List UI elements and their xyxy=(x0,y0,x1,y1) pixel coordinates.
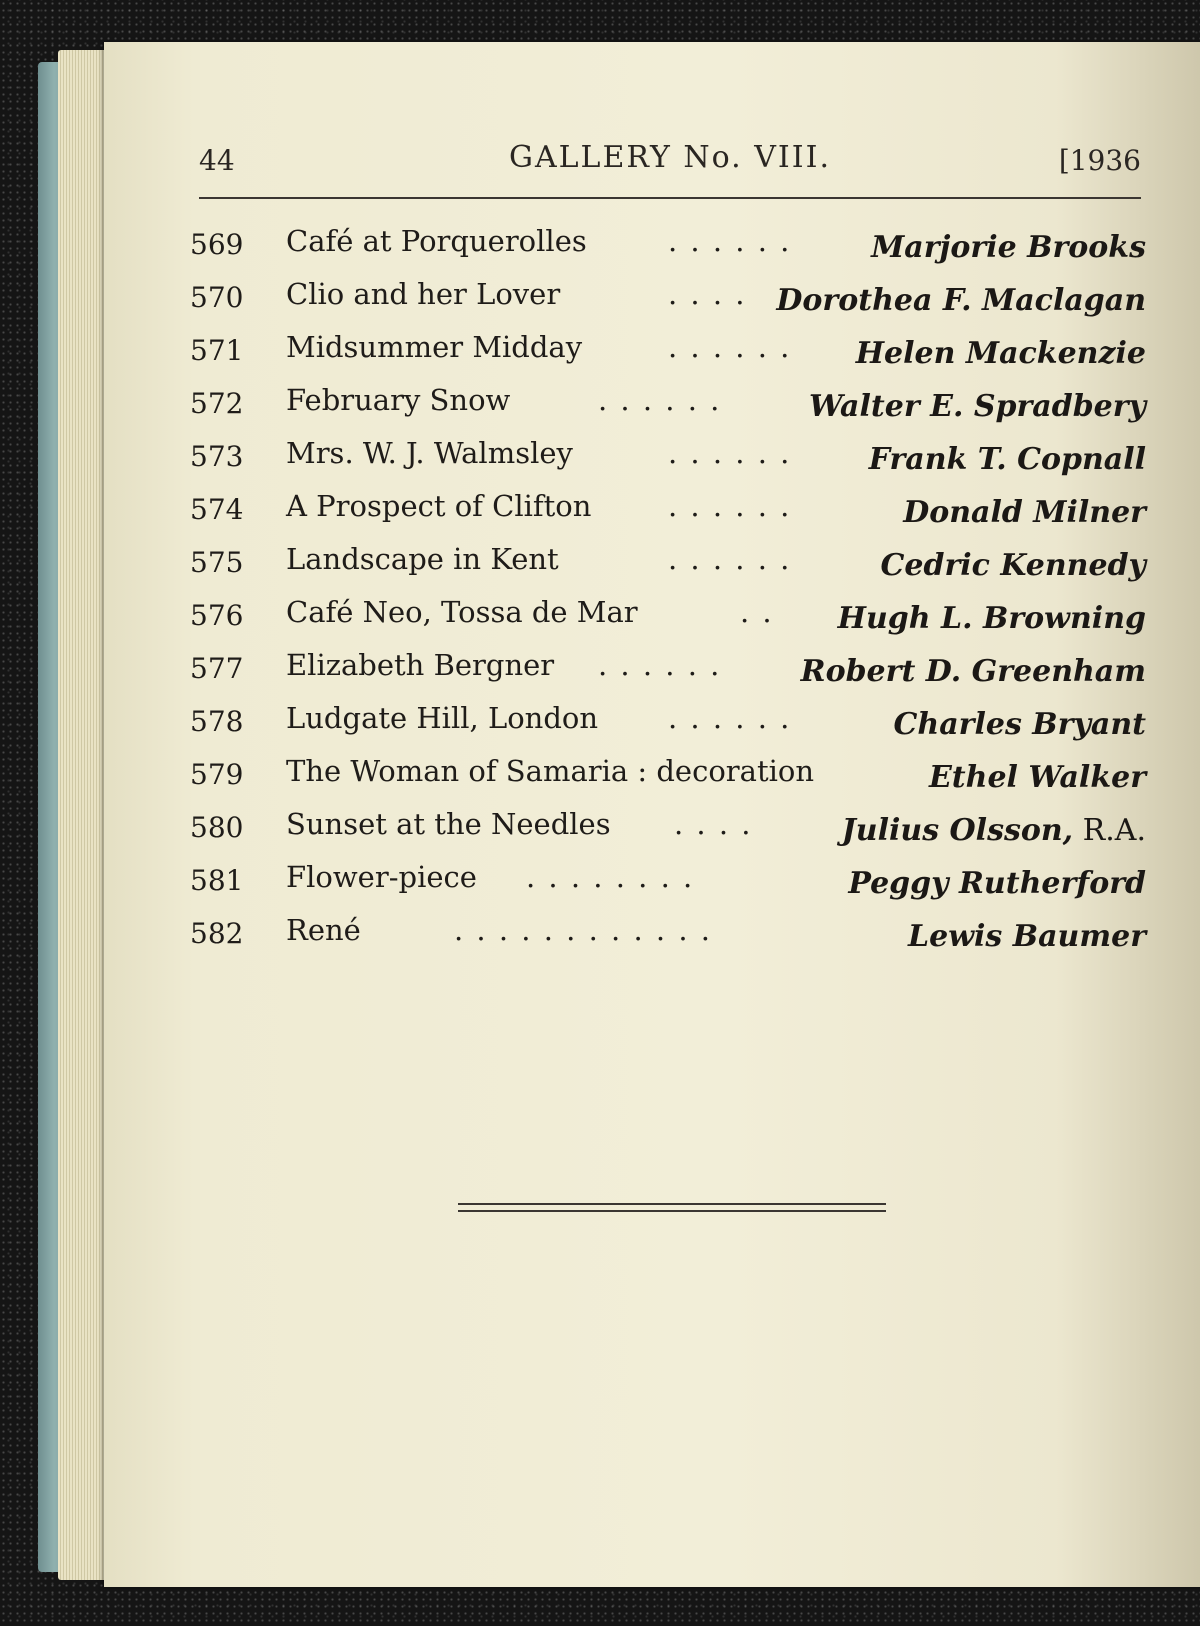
dot-leader: . . . . . . xyxy=(668,489,792,523)
entry-number: 581 xyxy=(190,864,244,897)
entry-artist: Frank T. Copnall xyxy=(868,442,1146,477)
header-rule xyxy=(199,197,1141,199)
catalogue-entry xyxy=(190,434,1146,487)
dot-leader: . . . . . . xyxy=(668,436,792,470)
entry-artist: Lewis Baumer xyxy=(908,919,1146,954)
entry-artist: Walter E. Spradbery xyxy=(808,389,1146,424)
entry-title: Café at Porquerolles xyxy=(286,224,587,258)
catalogue-entry xyxy=(190,593,1146,646)
dot-leader: . . . . . . xyxy=(598,383,722,417)
entry-title: Ludgate Hill, London xyxy=(286,701,599,735)
entry-artist: Dorothea F. Maclagan xyxy=(776,283,1146,318)
end-double-rule xyxy=(458,1203,886,1212)
catalogue-entry xyxy=(190,699,1146,752)
gallery-title: GALLERY No. VIII. xyxy=(509,140,831,175)
dot-leader: . . . . . . . . xyxy=(526,860,695,894)
entry-number: 579 xyxy=(190,758,244,791)
entry-artist: Ethel Walker xyxy=(928,760,1146,795)
entry-number: 570 xyxy=(190,281,244,314)
entry-artist: Peggy Rutherford xyxy=(848,866,1146,901)
entry-title: Clio and her Lover xyxy=(286,277,561,311)
catalogue-entry xyxy=(190,222,1146,275)
dot-leader: . . . . . . xyxy=(668,701,792,735)
catalogue-entry xyxy=(190,646,1146,699)
entry-artist: Hugh L. Browning xyxy=(837,601,1146,636)
entry-number: 582 xyxy=(190,917,244,950)
dot-leader: . . . . . . xyxy=(668,224,792,258)
catalogue-entry xyxy=(190,540,1146,593)
catalogue-entry xyxy=(190,381,1146,434)
dot-leader: . . xyxy=(740,595,774,629)
entry-title: February Snow xyxy=(286,383,511,417)
dot-leader: . . . . . . . . . . . . xyxy=(454,913,713,947)
entry-title: Flower-piece xyxy=(286,860,477,894)
entry-number: 578 xyxy=(190,705,244,738)
dot-leader: . . . . . . xyxy=(668,330,792,364)
entry-title: Sunset at the Needles xyxy=(286,807,611,841)
entry-number: 574 xyxy=(190,493,244,526)
entry-artist: Robert D. Greenham xyxy=(800,654,1146,689)
entry-artist: Helen Mackenzie xyxy=(855,336,1146,371)
entry-list xyxy=(190,222,1146,964)
entry-artist: Donald Milner xyxy=(903,495,1146,530)
entry-artist: Marjorie Brooks xyxy=(871,230,1146,265)
running-head xyxy=(199,140,1141,184)
entry-number: 573 xyxy=(190,440,244,473)
entry-artist: Cedric Kennedy xyxy=(880,548,1146,583)
entry-number: 572 xyxy=(190,387,244,420)
catalogue-entry xyxy=(190,858,1146,911)
entry-title: Mrs. W. J. Walmsley xyxy=(286,436,573,470)
catalogue-entry xyxy=(190,911,1146,964)
entry-title: René xyxy=(286,913,361,947)
catalogue-entry xyxy=(190,275,1146,328)
dot-leader: . . . . . . xyxy=(668,542,792,576)
dot-leader: . . . . xyxy=(674,807,753,841)
catalogue-entry xyxy=(190,805,1146,858)
entry-title: Elizabeth Bergner xyxy=(286,648,555,682)
entry-artist: Charles Bryant xyxy=(893,707,1146,742)
entry-number: 577 xyxy=(190,652,244,685)
entry-number: 571 xyxy=(190,334,244,367)
dot-leader: . . . . xyxy=(668,277,747,311)
catalogue-entry xyxy=(190,328,1146,381)
entry-number: 569 xyxy=(190,228,244,261)
entry-number: 575 xyxy=(190,546,244,579)
entry-title: A Prospect of Clifton xyxy=(286,489,592,523)
catalogue-entry xyxy=(190,487,1146,540)
entry-number: 580 xyxy=(190,811,244,844)
dot-leader: . . . . . . xyxy=(598,648,722,682)
page-number: 44 xyxy=(199,144,235,177)
entry-title: Café Neo, Tossa de Mar xyxy=(286,595,638,629)
entry-title: Midsummer Midday xyxy=(286,330,583,364)
entry-number: 576 xyxy=(190,599,244,632)
entry-title: The Woman of Samaria : decoration xyxy=(286,754,815,788)
catalogue-year: [1936 xyxy=(1058,144,1141,177)
entry-artist: Julius Olsson, R.A. xyxy=(841,813,1146,848)
entry-title: Landscape in Kent xyxy=(286,542,559,576)
catalogue-entry xyxy=(190,752,1146,805)
